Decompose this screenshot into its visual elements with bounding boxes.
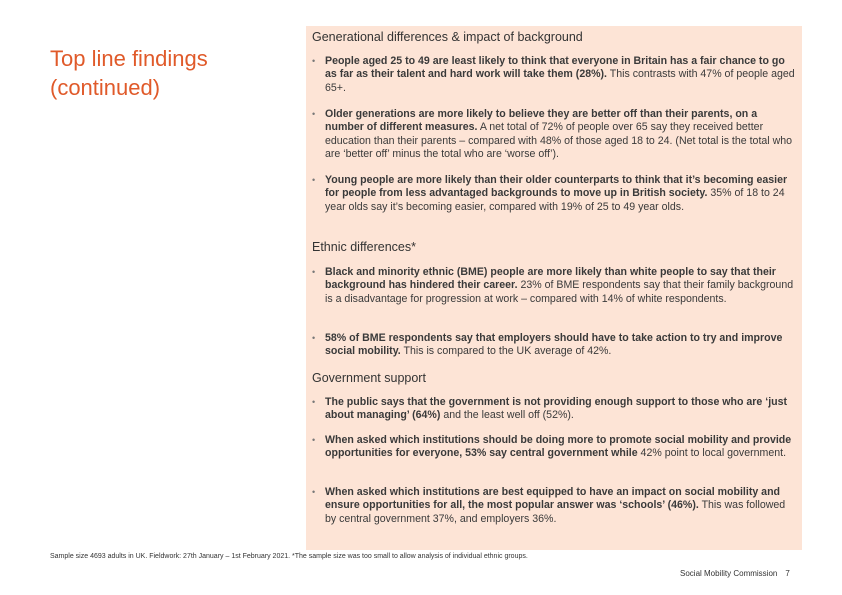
bullet-icon: • <box>312 333 316 343</box>
bullet-bold-text: The public says that the government is not providing enough support to those who are ‘just about managing’ (64%) <box>325 396 788 422</box>
bullet-text: 42% point to local government. <box>637 447 787 460</box>
bullet-item <box>312 266 798 306</box>
section-heading-government: Government support <box>312 371 426 385</box>
bullet-item <box>312 108 798 161</box>
bullet-bold-text: Black and minority ethnic (BME) people are more likely than white people to say that their background has hindered their career. <box>325 266 776 292</box>
bullet-item <box>312 332 798 359</box>
bullet-bold-text: When asked which institutions should be doing more to promote social mobility and provide opportunities for everyone, 53% say central government while <box>325 434 792 460</box>
bullet-item <box>312 434 798 461</box>
bullet-item <box>312 486 798 526</box>
bullet-item <box>312 55 798 95</box>
bullet-icon: • <box>312 175 316 185</box>
bullet-text: This is compared to the UK average of 42%. <box>400 345 612 358</box>
bullet-bold-text: When asked which institutions are best equipped to have an impact on social mobility and ensure opportunities for all, the most popular answer was ‘schools’ (46%). <box>325 486 781 512</box>
bullet-bold-text: People aged 25 to 49 are least likely to think that everyone in Britain has a fair chance to go as far as their talent and hard work will take them (28%). <box>325 55 785 81</box>
section-heading-ethnic: Ethnic differences* <box>312 240 416 254</box>
bullet-text: 23% of BME respondents say that their family background is a disadvantage for progression at work – compared with 14% of white respondents. <box>325 279 794 305</box>
footnote: Sample size 4693 adults in UK. Fieldwork: 27th January – 1st February 2021. *The sample size was too small to allow analysis of individual ethnic groups. <box>50 553 528 560</box>
bullet-text: A net total of 72% of people over 65 say they received better education than their parents – compared with 48% of those aged 18 to 24. (Net total is the total who are ‘better off’ minus the total who are ‘worse off’). <box>325 121 793 160</box>
bullet-text: This was followed by central government 37%, and employers 36%. <box>325 499 786 525</box>
page-number: 7 <box>785 569 790 578</box>
bullet-icon: • <box>312 109 316 119</box>
bullet-text: This contrasts with 47% of people aged 65+. <box>325 68 795 94</box>
section-heading-generational: Generational differences & impact of background <box>312 30 583 44</box>
bullet-bold-text: Young people are more likely than their older counterparts to think that it’s becoming easier for people from less advantaged backgrounds to move up in British society. <box>325 174 788 200</box>
bullet-text: and the least well off (52%). <box>440 409 574 422</box>
bullet-item <box>312 174 798 214</box>
page-footer <box>680 569 790 578</box>
bullet-bold-text: 58% of BME respondents say that employers should have to take action to try and improve social mobility. <box>325 332 783 358</box>
bullet-bold-text: Older generations are more likely to believe they are better off than their parents, on a number of different measures. <box>325 108 758 134</box>
footer-organisation: Social Mobility Commission <box>680 569 778 578</box>
page-title: Top line findings (continued) <box>50 46 208 100</box>
bullet-icon: • <box>312 397 316 407</box>
bullet-icon: • <box>312 267 316 277</box>
bullet-item <box>312 396 798 423</box>
bullet-icon: • <box>312 435 316 445</box>
bullet-icon: • <box>312 487 316 497</box>
bullet-icon: • <box>312 56 316 66</box>
bullet-text: 35% of 18 to 24 year olds say it’s becoming easier, compared with 19% of 25 to 49 year olds. <box>325 187 785 213</box>
